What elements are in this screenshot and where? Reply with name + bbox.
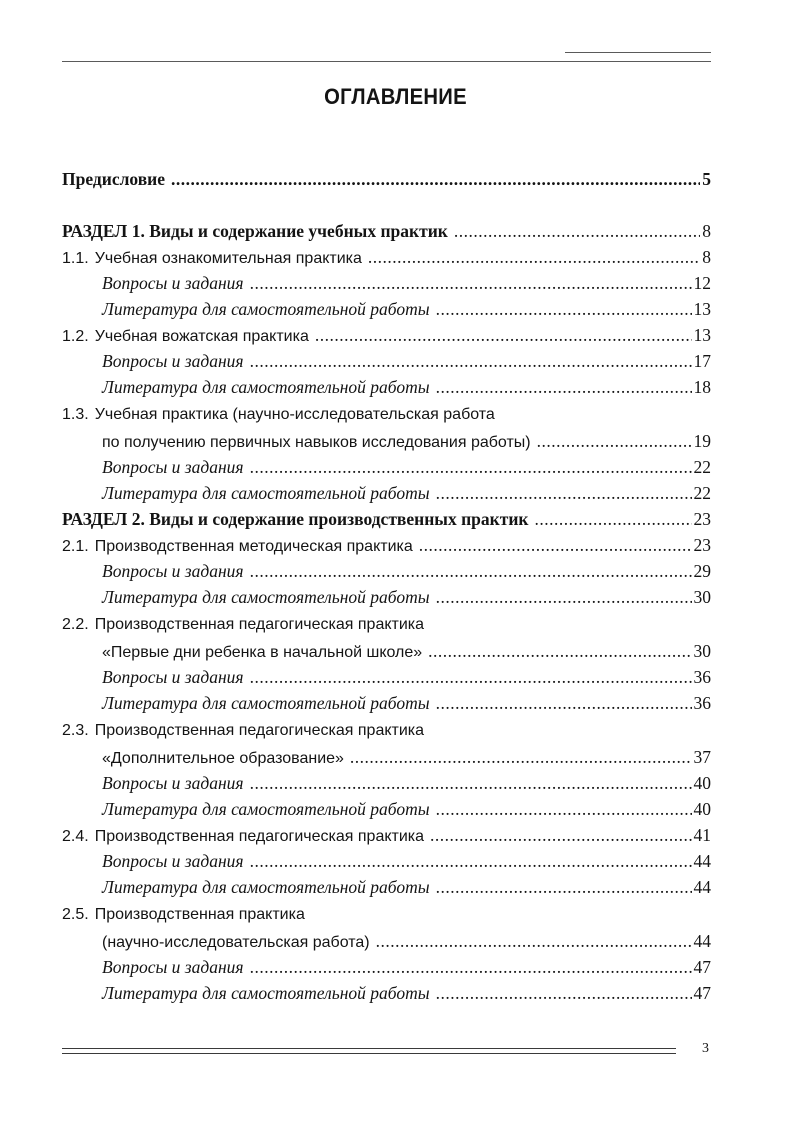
toc-entry[interactable] [102, 348, 711, 374]
dot-leader [436, 480, 692, 506]
dot-leader [428, 638, 691, 664]
toc-entry-title [62, 824, 424, 850]
toc-entry-text: «Первые дни ребенка в начальной школе» [102, 644, 423, 661]
toc-entry[interactable] [102, 638, 711, 664]
toc-entry-heading [62, 612, 424, 638]
toc-entry-text: «Дополнительное образование» [102, 750, 344, 767]
dot-leader [250, 348, 692, 374]
toc-entry-title [62, 506, 529, 532]
toc-page-number: 18 [693, 377, 711, 397]
toc-entry-heading [62, 718, 424, 744]
toc-entry-number: 2.4. [62, 828, 89, 845]
toc-entry-title [102, 348, 244, 374]
dot-leader [436, 980, 692, 1006]
toc-page-number: 47 [693, 983, 711, 1003]
toc-page-number: 23 [693, 535, 711, 555]
toc-entry-text: Вопросы и задания [102, 561, 244, 581]
toc-entry-text: Литература для самостоятельной работы [102, 693, 430, 713]
toc-entry-number: 1.2. [62, 328, 89, 345]
toc-page-number: 19 [693, 431, 711, 451]
toc-entry-title [62, 166, 165, 192]
toc-page-number: 41 [693, 825, 711, 845]
dot-leader [250, 770, 692, 796]
toc-entry[interactable] [102, 744, 711, 770]
toc-entry-title: Производственная педагогическая практика [94, 722, 425, 739]
toc-entry-text: Вопросы и задания [102, 457, 244, 477]
toc-entry[interactable] [62, 166, 711, 192]
toc-page-number: 23 [693, 509, 711, 529]
toc-page-number: 17 [693, 351, 711, 371]
toc-entry-text: Производственная методическая практика [94, 538, 413, 555]
toc-entry-title [102, 980, 430, 1006]
toc-entry-title [102, 480, 430, 506]
toc-entry-title [102, 664, 244, 690]
toc-entry-text: Литература для самостоятельной работы [102, 299, 430, 319]
toc-entry-text: РАЗДЕЛ 1. Виды и содержание учебных практик [62, 221, 448, 241]
dot-leader [419, 532, 692, 558]
dot-leader [368, 244, 700, 270]
dot-leader [454, 218, 700, 244]
toc-entry[interactable] [62, 822, 711, 848]
toc-entry-number: 2.2. [62, 616, 89, 633]
toc-page-number: 30 [693, 641, 711, 661]
toc-page-number: 22 [693, 457, 711, 477]
toc-entry-text: Литература для самостоятельной работы [102, 983, 430, 1003]
toc-entry-text: Литература для самостоятельной работы [102, 799, 430, 819]
toc-entry-title [102, 746, 344, 772]
page-title: ОГЛАВЛЕНИЕ [324, 84, 467, 109]
toc-entry-text: Вопросы и задания [102, 773, 244, 793]
toc-entry-title [102, 796, 430, 822]
toc-entry-text: Литература для самостоятельной работы [102, 877, 430, 897]
header-rule-short [565, 52, 711, 53]
toc-page-number: 5 [702, 169, 711, 189]
toc-page-number: 8 [702, 221, 711, 241]
toc-entry[interactable] [102, 848, 711, 874]
toc-entry[interactable] [102, 928, 711, 954]
footer-rule-bottom [62, 1053, 676, 1054]
toc-entry[interactable] [102, 296, 711, 322]
toc-entry-text: Вопросы и задания [102, 851, 244, 871]
toc-page-number: 36 [693, 667, 711, 687]
toc-entry[interactable] [102, 480, 711, 506]
toc-entry-number: 1.3. [62, 406, 89, 423]
toc-entry[interactable] [62, 506, 711, 532]
toc-entry-heading [62, 402, 495, 428]
toc-entry-number: 2.1. [62, 538, 89, 555]
toc-entry-heading [62, 902, 305, 928]
toc-entry[interactable] [102, 796, 711, 822]
toc-entry[interactable] [62, 532, 711, 558]
toc-entry-title [102, 930, 370, 956]
dot-leader [250, 954, 692, 980]
toc-entry[interactable] [102, 954, 711, 980]
toc-page-number: 40 [693, 773, 711, 793]
dot-leader [376, 928, 692, 954]
toc-entry-text: Вопросы и задания [102, 273, 244, 293]
toc-entry-title [62, 218, 448, 244]
toc-page-number: 37 [693, 747, 711, 767]
toc-entry-title [62, 246, 362, 272]
toc-entry-title [102, 296, 430, 322]
dot-leader [436, 690, 692, 716]
toc-entry-text: по получению первичных навыков исследования работы) [102, 434, 531, 451]
toc-entry[interactable] [102, 770, 711, 796]
dot-leader [537, 428, 692, 454]
toc-entry-title [102, 584, 430, 610]
toc-entry-text: Литература для самостоятельной работы [102, 483, 430, 503]
dot-leader [436, 796, 692, 822]
toc-page-number: 44 [693, 877, 711, 897]
dot-leader [436, 296, 692, 322]
toc-entry-title: Производственная практика [94, 906, 305, 923]
toc-entry-title [102, 270, 244, 296]
dot-leader [250, 454, 692, 480]
toc-page-number: 13 [693, 299, 711, 319]
toc-entry[interactable] [102, 690, 711, 716]
toc-page-number: 29 [693, 561, 711, 581]
toc-entry[interactable] [102, 980, 711, 1006]
dot-leader [250, 558, 692, 584]
toc-entry-text: Вопросы и задания [102, 351, 244, 371]
dot-leader [250, 664, 692, 690]
toc-entry-title [102, 954, 244, 980]
toc-entry-number: 1.1. [62, 250, 89, 267]
toc-page-number: 44 [693, 931, 711, 951]
toc-entry[interactable] [102, 374, 711, 400]
toc-entry-text: Предисловие [62, 169, 166, 189]
toc-entry[interactable] [102, 664, 711, 690]
toc-entry-text: (научно-исследовательская работа) [102, 934, 370, 951]
dot-leader [250, 848, 692, 874]
footer-rule-top [62, 1048, 676, 1049]
toc-entry-text: Вопросы и задания [102, 957, 244, 977]
toc-page-number: 44 [693, 851, 711, 871]
toc-entry[interactable] [102, 558, 711, 584]
toc-entry-title [102, 690, 430, 716]
page-number: 3 [702, 1041, 709, 1056]
toc-entry[interactable] [102, 454, 711, 480]
toc-page-number: 13 [693, 325, 711, 345]
toc-entry-title [102, 454, 244, 480]
toc-entry[interactable] [102, 428, 711, 454]
dot-leader [250, 270, 692, 296]
toc-entry[interactable] [62, 218, 711, 244]
toc-page-number: 30 [693, 587, 711, 607]
header-rule [62, 61, 711, 62]
toc-entry-title [102, 848, 244, 874]
dot-leader [535, 506, 692, 532]
toc-entry-title [102, 640, 422, 666]
toc-entry-text: Вопросы и задания [102, 667, 244, 687]
toc-entry-text: Производственная педагогическая практика [94, 828, 425, 845]
toc-entry-title [102, 874, 430, 900]
toc-entry-number: 2.3. [62, 722, 89, 739]
toc-page-number: 47 [693, 957, 711, 977]
toc-entry-text: Учебная вожатская практика [94, 328, 309, 345]
toc-entry[interactable] [102, 584, 711, 610]
dot-leader [350, 744, 692, 770]
toc-entry[interactable] [102, 874, 711, 900]
toc-entry-title [62, 324, 309, 350]
dot-leader [436, 584, 692, 610]
dot-leader [171, 166, 700, 192]
toc-page-number: 12 [693, 273, 711, 293]
toc-entry[interactable] [102, 270, 711, 296]
dot-leader [315, 322, 692, 348]
dot-leader [436, 874, 692, 900]
toc-entry-title [102, 430, 531, 456]
toc-page-number: 22 [693, 483, 711, 503]
toc-page-number: 40 [693, 799, 711, 819]
toc-page-number: 36 [693, 693, 711, 713]
toc-entry-text: Литература для самостоятельной работы [102, 377, 430, 397]
toc-entry-title: Производственная педагогическая практика [94, 616, 425, 633]
dot-leader [430, 822, 691, 848]
toc-entry-title [102, 558, 244, 584]
toc-page-number: 8 [702, 247, 711, 267]
toc-entry-text: РАЗДЕЛ 2. Виды и содержание производственных практик [62, 509, 529, 529]
toc-entry-title: Учебная практика (научно-исследовательская работа [94, 406, 495, 423]
toc-entry-number: 2.5. [62, 906, 89, 923]
dot-leader [436, 374, 692, 400]
toc-entry-title [102, 770, 244, 796]
toc-entry-text: Учебная ознакомительная практика [94, 250, 362, 267]
toc-entry-title [102, 374, 430, 400]
toc-entry[interactable] [62, 244, 711, 270]
toc-entry-text: Литература для самостоятельной работы [102, 587, 430, 607]
toc-entry-title [62, 534, 413, 560]
toc-entry[interactable] [62, 322, 711, 348]
